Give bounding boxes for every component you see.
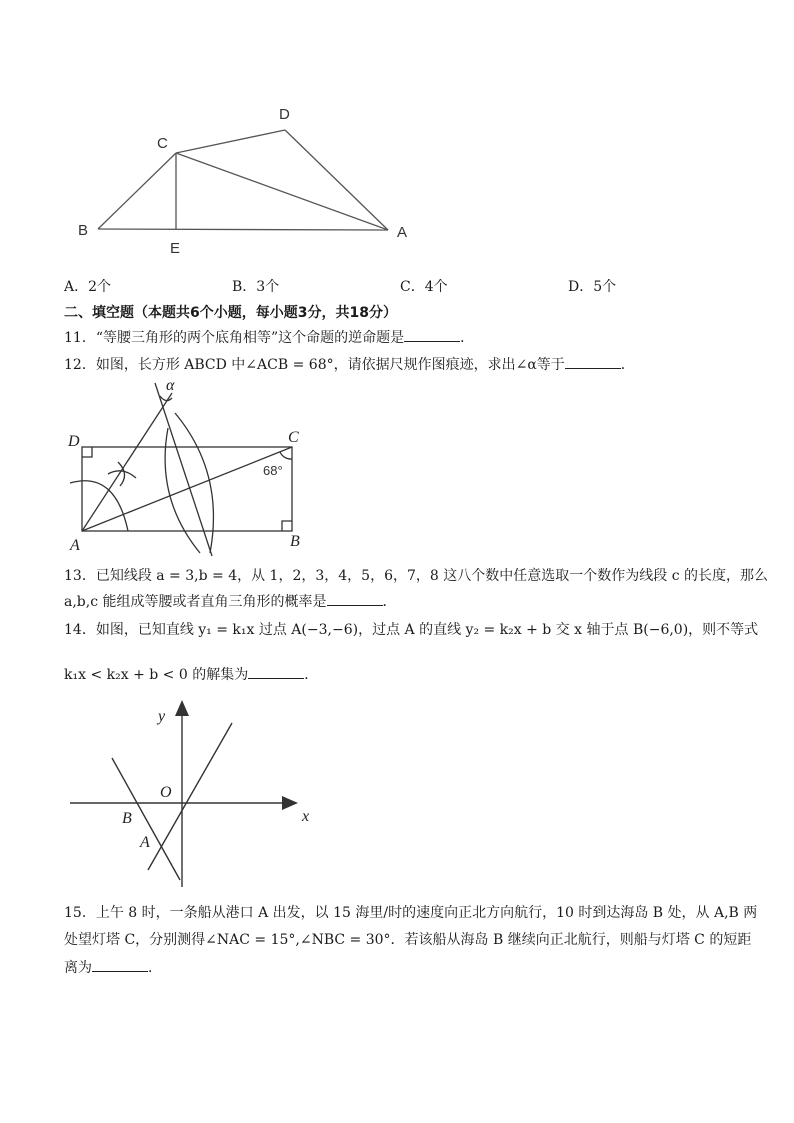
question-14-line1 (64, 620, 758, 640)
label-D: D (68, 433, 80, 450)
choice-d (568, 277, 616, 297)
choice-c (400, 277, 448, 297)
label-B: B (122, 810, 132, 827)
angle-arc-C (280, 452, 292, 459)
segment-CD (176, 130, 285, 153)
segment-DA (285, 130, 388, 230)
question-14-line2 (64, 664, 318, 685)
label-C: C (288, 429, 299, 446)
question-text: 14．如图，已知直线 y₁ = k₁x 过点 A(−3,−6)，过点 A 的直线 y₂ = k₂x + b 交 x 轴于点 B(−6,0)，则不等式 (64, 622, 759, 638)
right-angle-B (282, 521, 292, 531)
answer-blank[interactable] (327, 591, 383, 606)
y-axis-arrow (175, 700, 189, 716)
question-text: k₁x < k₂x + b < 0 的解集为 (64, 667, 249, 683)
label-E: E (170, 240, 181, 257)
question-text: 13．已知线段 a = 3,b = 4，从 1，2，3，4，5，6，7，8 这八个数中任意选取一个数作为线段 c 的长度，那么 (64, 568, 768, 584)
question-text: 11．“等腰三角形的两个底角相等”这个命题的逆命题是 (64, 330, 405, 346)
label-C: C (157, 135, 168, 152)
question-12 (64, 354, 635, 375)
choice-b (232, 277, 279, 297)
choice-text: 4个 (424, 279, 448, 295)
label-x: x (302, 808, 310, 825)
choice-letter: A． (64, 279, 89, 295)
question-text: 12．如图，长方形 ABCD 中∠ACB = 68°，请依据尺规作图痕迹，求出∠α等于 (64, 357, 565, 373)
figure-rectangle (60, 378, 340, 563)
choice-text: 2个 (88, 279, 112, 295)
choice-letter: D． (568, 279, 594, 295)
figure-quadrilateral (60, 95, 440, 265)
x-axis-arrow (282, 796, 298, 810)
choice-text: 3个 (256, 279, 280, 295)
label-A: A (397, 224, 408, 241)
segment-CA (176, 153, 388, 230)
right-angle-D (82, 447, 92, 457)
label-B: B (78, 222, 89, 239)
question-end: ． (382, 594, 397, 610)
diagonal-AC (82, 447, 292, 531)
choice-letter: B． (232, 279, 257, 295)
label-A: A (140, 834, 150, 851)
question-15-line2 (64, 930, 751, 950)
answer-blank[interactable] (248, 664, 304, 679)
label-y: y (158, 708, 166, 725)
question-text: 15．上午 8 时，一条船从港口 A 出发，以 15 海里/时的速度向正北方向航行，10 时到达海岛 B 处，从 A,B 两 (64, 905, 758, 921)
question-15-line1 (64, 903, 757, 923)
question-end: ． (148, 960, 162, 976)
question-15-line3 (64, 957, 162, 978)
answer-blank[interactable] (92, 957, 148, 972)
question-end: ． (460, 330, 475, 346)
question-text: a,b,c 能组成等腰或者直角三角形的概率是 (64, 594, 327, 610)
question-13-line1 (64, 566, 768, 586)
answer-blank[interactable] (404, 327, 460, 342)
label-68-degrees: 68° (263, 463, 283, 478)
question-end: ． (304, 667, 319, 683)
label-B: B (290, 533, 300, 550)
construction-arc-lens (175, 413, 213, 553)
construction-arc-small (108, 471, 136, 478)
answer-blank[interactable] (565, 354, 621, 369)
segment-BC (98, 153, 176, 229)
label-alpha: α (166, 378, 175, 394)
question-text: 处望灯塔 C，分别测得∠NAC = 15°,∠NBC = 30°．若该船从海岛 B 继续向正北航行，则船与灯塔 C 的短距 (64, 932, 752, 948)
question-13-line2 (64, 591, 397, 612)
label-A: A (70, 537, 80, 554)
question-11 (64, 327, 474, 348)
choice-letter: C． (400, 279, 425, 295)
choice-text: 5个 (593, 279, 617, 295)
label-O: O (160, 784, 172, 801)
choice-a (64, 277, 111, 297)
label-D: D (279, 106, 290, 123)
segment-BA (98, 229, 388, 230)
bisector-ray (82, 393, 172, 531)
question-end: ． (620, 357, 635, 373)
figure-axes (60, 695, 330, 895)
section-heading: 二、填空题（本题共6个小题，每小题3分，共18分） (64, 305, 397, 321)
question-text: 离为 (64, 960, 92, 976)
